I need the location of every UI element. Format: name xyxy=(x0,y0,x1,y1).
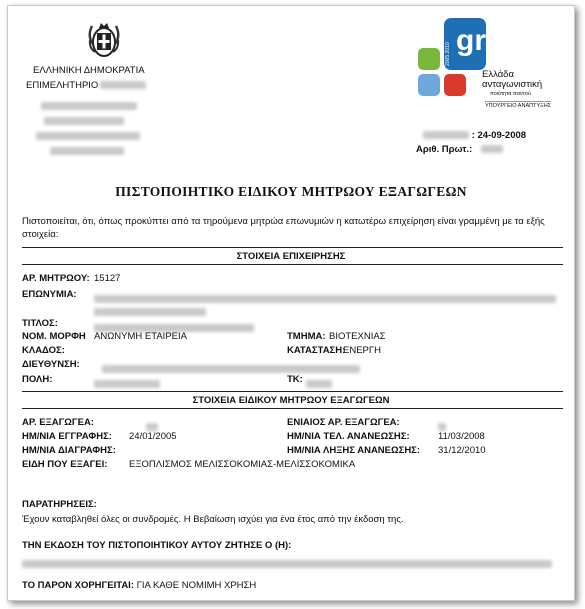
sector-label: ΚΛΑΔΟΣ: xyxy=(22,345,65,356)
export-registry-heading: ΣΤΟΙΧΕΙΑ ΕΙΔΙΚΟΥ ΜΗΤΡΩΟΥ ΕΞΑΓΩΓΕΩΝ xyxy=(192,395,390,406)
renewal-expiry-date-value: 31/12/2010 xyxy=(438,445,486,456)
export-products-value: ΕΞΟΠΛΙΣΜΟΣ ΜΕΛΙΣΣΟΚΟΜΙΑΣ-ΜΕΛΙΣΣΟΚΟΜΙΚΑ xyxy=(129,459,356,470)
section-divider xyxy=(22,391,563,392)
registry-number-value: 15127 xyxy=(94,273,121,284)
logo-ministry: ΥΠΟΥΡΓΕΙΟ ΑΝΑΠΤΥΞΗΣ xyxy=(485,103,552,109)
export-products-label: ΕΙΔΗ ΠΟΥ ΕΞΑΓΕΙ: xyxy=(22,459,108,470)
registration-date-label: ΗΜ/ΝΙΑ ΕΓΓΡΑΦΗΣ: xyxy=(22,431,112,442)
business-details-heading: ΣΤΟΙΧΕΙΑ ΕΠΙΧΕΙΡΗΣΗΣ xyxy=(236,251,346,262)
document-title: ΠΙΣΤΟΠΟΙΗΤΙΚΟ ΕΙΔΙΚΟΥ ΜΗΤΡΩΟΥ ΕΞΑΓΩΓΕΩΝ xyxy=(115,184,467,199)
granted-for-label: ΤΟ ΠΑΡΟΝ ΧΟΡΗΓΕΙΤΑΙ: xyxy=(22,580,134,591)
department-label: ΤΜΗΜΑ: xyxy=(287,331,326,342)
country-name: ΕΛΛΗΝΙΚΗ ΔΗΜΟΚΡΑΤΙΑ xyxy=(33,65,145,76)
renewal-expiry-date-label: ΗΜ/ΝΙΑ ΛΗΞΗΣ ΑΝΑΝΕΩΣΗΣ: xyxy=(287,445,421,456)
legal-form-label: ΝΟΜ. ΜΟΡΦΗ xyxy=(22,331,86,342)
remarks-label: ΠΑΡΑΤΗΡΗΣΕΙΣ: xyxy=(22,499,97,510)
status-value: ΕΝΕΡΓΗ xyxy=(343,345,381,356)
granted-for xyxy=(22,580,256,591)
coat-of-arms-emblem xyxy=(83,16,125,60)
last-renewal-date-label: ΗΜ/ΝΙΑ ΤΕΛ. ΑΝΑΝΕΩΣΗΣ: xyxy=(287,431,410,442)
section-divider xyxy=(22,247,563,248)
logo-years: 2005 2010 xyxy=(445,42,451,66)
deletion-date-label: ΗΜ/ΝΙΑ ΔΙΑΓΡΑΦΗΣ: xyxy=(22,445,116,456)
address-label: ΔΙΕΥΘΥΝΣΗ: xyxy=(22,359,80,370)
greece-competitive-logo xyxy=(416,16,488,104)
registry-number-label: ΑΡ. ΜΗΤΡΩΟΥ: xyxy=(22,273,90,284)
requested-by-label: ΤΗΝ ΕΚΔΟΣΗ ΤΟΥ ΠΙΣΤΟΠΟΙΗΤΙΚΟΥ ΑΥΤΟΥ ΖΗΤΗΣΕ Ο (Η): xyxy=(22,540,292,551)
chamber-name: ΕΠΙΜΕΛΗΤΗΡΙΟ xyxy=(26,80,146,91)
unified-exporter-number-label: ΕΝΙΑΙΟΣ ΑΡ. ΕΞΑΓΩΓΕΑ: xyxy=(287,417,400,428)
status-label: ΚΑΤΑΣΤΑΣΗ: xyxy=(287,345,346,356)
title-label: ΤΙΤΛΟΣ: xyxy=(22,318,58,329)
section-divider xyxy=(22,408,563,409)
registration-date-value: 24/01/2005 xyxy=(129,431,177,442)
logo-gr-text: gr xyxy=(456,24,486,57)
exporter-number-label: ΑΡ. ΕΞΑΓΩΓΕΑ: xyxy=(22,417,94,428)
intro-text: Πιστοποιείται, ότι, όπως προκύπτει από τα τηρούμενα μητρώα επωνυμιών η κατωτέρω επιχείρηση είναι γραμμένη με τα εξής στοιχεία: xyxy=(22,216,545,240)
granted-for-value: ΓΙΑ ΚΑΘΕ ΝΟΜΙΜΗ ΧΡΗΣΗ xyxy=(136,580,257,591)
redacted-fax-line xyxy=(50,142,124,160)
company-name-label: ΕΠΩΝΥΜΙΑ: xyxy=(22,289,77,300)
last-renewal-date-value: 11/03/2008 xyxy=(438,431,485,442)
section-divider xyxy=(22,264,563,265)
legal-form-value: ΑΝΩΝΥΜΗ ΕΤΑΙΡΕΙΑ xyxy=(94,331,187,342)
logo-caption: Ελλάδα ανταγωνιστική ποιότητα παντού xyxy=(482,69,543,97)
city-label: ΠΟΛΗ: xyxy=(22,374,53,385)
department-value: ΒΙΟΤΕΧΝΙΑΣ xyxy=(329,331,386,342)
remarks-text: Έχουν καταβληθεί όλες οι συνδρομές. Η Βεβαίωση ισχύει για ένα έτος από την έκδοση της. xyxy=(22,514,404,525)
postcode-label: ΤΚ: xyxy=(287,374,303,385)
issue-date: : 24-09-2008 xyxy=(423,130,526,141)
certificate-document xyxy=(7,5,575,601)
protocol-number: Αριθ. Πρωτ.: xyxy=(416,144,503,155)
requested-by-redacted xyxy=(22,555,552,573)
